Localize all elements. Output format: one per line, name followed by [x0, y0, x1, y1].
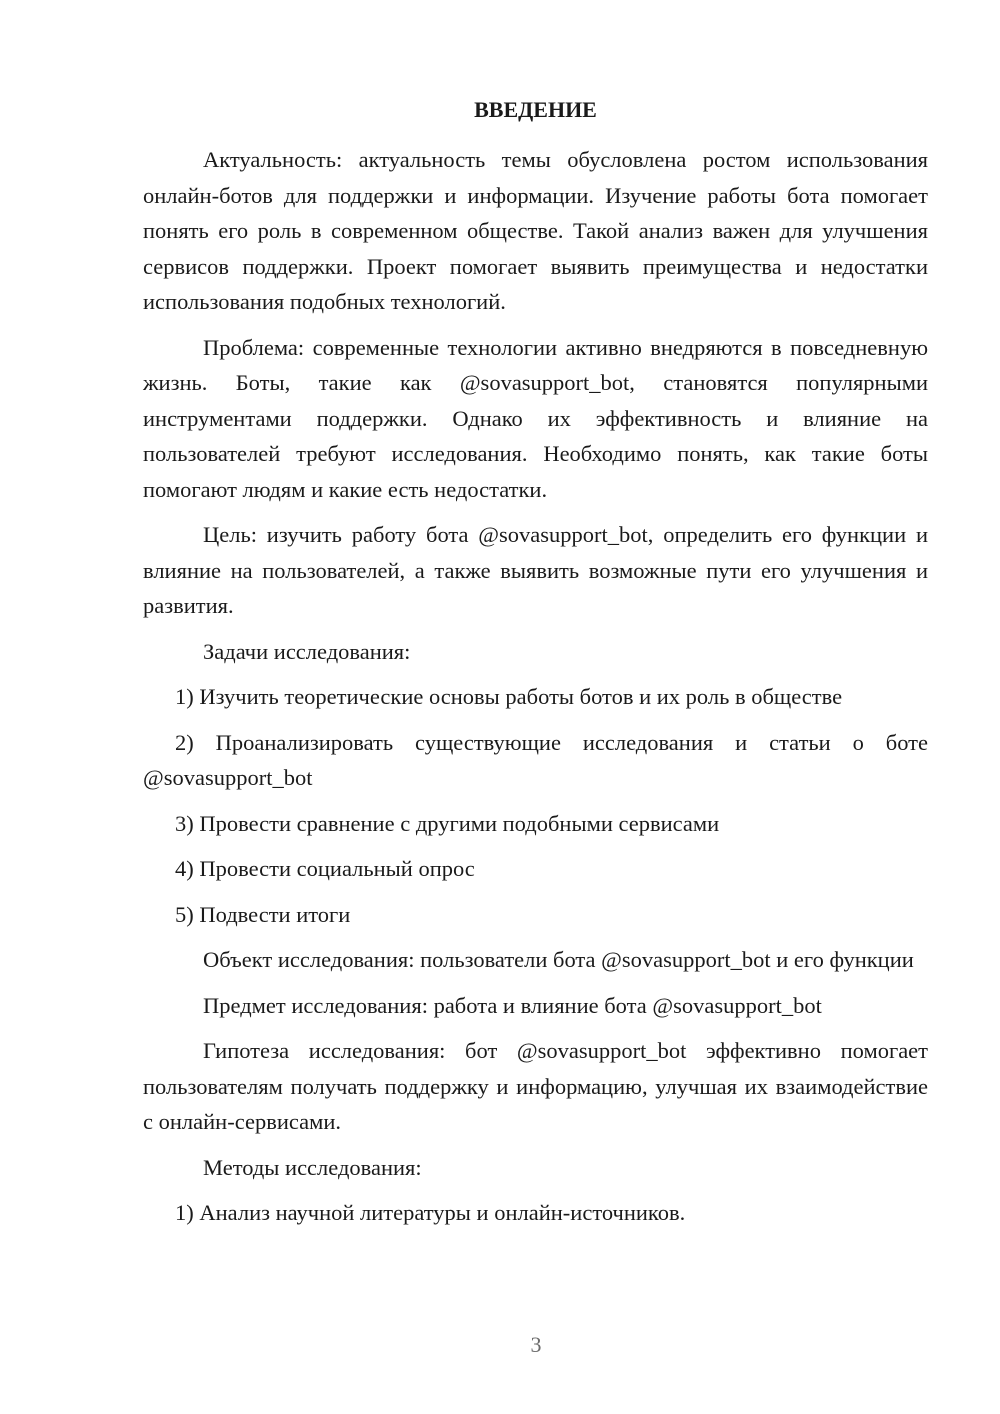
page-number: 3	[530, 1332, 542, 1357]
paragraph-hypothesis: Гипотеза исследования: бот @sovasupport_bot эффективно помогает пользователям получать поддержку и информацию, улучшая их взаимодействие с онлайн-сервисами.	[143, 1038, 928, 1134]
paragraph-subject: Предмет исследования: работа и влияние бота @sovasupport_bot	[203, 992, 822, 1018]
page-content	[143, 92, 928, 1241]
method-item: 1) Анализ научной литературы и онлайн-источников.	[175, 1200, 686, 1225]
task-item: 5) Подвести итоги	[175, 901, 351, 927]
paragraph-relevance: Актуальность: актуальность темы обусловлена ростом использования онлайн-ботов для поддержки и информации. Изучение работы бота помогает понять его роль в современном обществе. Такой анализ важен для улучшения сервисов поддержки. Проект помогает выявить преимущества и недостатки использования подобных технологий.	[143, 147, 928, 314]
task-item: 4) Провести социальный опрос	[175, 856, 475, 881]
task-item: 1) Изучить теоретические основы работы ботов и их роль в обществе	[175, 684, 843, 709]
task-item: 2) Проанализировать существующие исследования и статьи о боте @sovasupport_bot	[143, 729, 928, 790]
tasks-heading: Задачи исследования:	[203, 638, 411, 664]
task-item: 3) Провести сравнение с другими подобными сервисами	[175, 810, 720, 836]
methods-heading: Методы исследования:	[203, 1154, 422, 1180]
section-title: ВВЕДЕНИЕ	[474, 97, 597, 122]
paragraph-object: Объект исследования: пользователи бота @sovasupport_bot и его функции	[203, 947, 914, 972]
paragraph-goal: Цель: изучить работу бота @sovasupport_bot, определить его функции и влияние на пользователей, а также выявить возможные пути его улучшения и развития.	[143, 522, 928, 618]
paragraph-problem: Проблема: современные технологии активно внедряются в повседневную жизнь. Боты, такие как @sovasupport_bot, становятся популярными инструментами поддержки. Однако их эффективность и влияние на пользователей требуют исследования. Необходимо понять, как такие боты помогают людям и какие есть недостатки.	[143, 334, 928, 502]
